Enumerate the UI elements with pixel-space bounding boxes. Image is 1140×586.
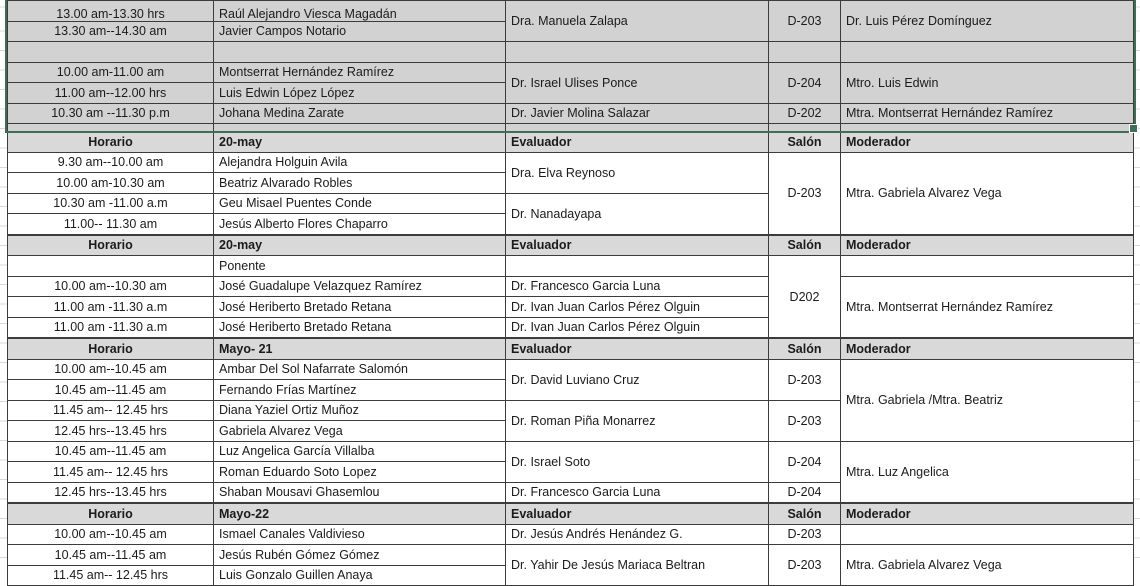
ponente-cell-text: Beatriz Alvarado Robles [219,175,353,190]
ponente-cell-text: Luis Gonzalo Guillen Anaya [219,568,373,583]
horario-header[interactable] [8,235,214,256]
date-header-text: 20-may [219,238,263,253]
ponente-cell-text: Ponente [219,258,266,273]
salon-cell[interactable] [769,441,841,482]
evaluador-cell-text: Dr. Ivan Juan Carlos Pérez Olguin [511,320,700,335]
ponente-cell-text: Shaban Mousavi Ghasemlou [219,485,380,500]
salon-cell-text: D-203 [787,372,822,387]
ponente-cell[interactable] [214,193,506,214]
salon-cell-text: D-202 [787,106,822,121]
selected-range-wrapper [7,0,1134,145]
horario-header[interactable] [8,339,214,360]
ponente-cell-text: Luz Angelica García Villalba [219,444,375,459]
selected-schedule-block [7,0,1134,145]
evaluador-cell-text: Dr. Francesco Garcia Luna [511,279,661,294]
horario-cell-text: 10.45 am--11.45 am [54,547,167,562]
horario-cell[interactable] [8,400,214,421]
ponente-cell[interactable] [214,380,506,401]
salon-cell-text: D-204 [787,75,822,90]
horario-cell[interactable] [8,152,214,173]
horario-cell-text: 10.00 am-10.30 am [56,175,165,190]
evaluador-cell[interactable] [506,297,769,318]
horario-cell[interactable] [8,173,214,194]
evaluador-cell-text: Dr. Roman Piña Monarrez [511,413,656,428]
horario-cell[interactable] [8,193,214,214]
moderador-cell[interactable] [841,1,1134,42]
evaluador-cell[interactable] [506,256,769,277]
ponente-cell[interactable] [214,276,506,297]
ponente-cell-text: José Heriberto Bretado Retana [219,320,392,335]
moderador-header-text: Moderador [846,341,911,356]
salon-cell-text: D-204 [787,454,822,469]
section-header-row [8,504,1134,525]
moderador-cell[interactable] [841,62,1134,103]
date-header-text: 20-may [219,134,263,149]
ponente-cell-text: Gabriela Alvarez Vega [219,423,343,438]
ponente-cell[interactable] [214,545,506,566]
schedule-section-1 [7,131,1134,235]
moderador-header-text: Moderador [846,134,911,149]
horario-cell-text: 12.45 hrs--13.45 hrs [54,423,167,438]
horario-cell[interactable] [8,1,214,22]
evaluador-cell-text: Dr. David Luviano Cruz [511,372,640,387]
horario-cell[interactable] [8,441,214,462]
horario-cell[interactable] [8,21,214,42]
salon-header-text: Salón [787,238,822,253]
evaluador-cell[interactable] [506,42,769,63]
ponente-cell-text: Geu Misael Puentes Conde [219,196,372,211]
horario-cell-text: 11.45 am-- 12.45 hrs [52,403,169,418]
horario-cell-text: 11.45 am-- 12.45 hrs [52,568,169,583]
salon-cell[interactable] [769,256,841,338]
row-gutter [0,0,7,570]
evaluador-cell-text: Dr. Israel Soto [511,454,591,469]
moderador-cell[interactable] [841,256,1134,277]
horario-cell-text: 10.30 am --11.30 p.m [51,106,170,121]
salon-cell-text: D-203 [787,413,822,428]
horario-cell-text: 11.00 am--12.00 hrs [54,85,167,100]
ponente-cell[interactable] [214,21,506,42]
table-row [8,1,1134,22]
ponente-cell[interactable] [214,317,506,338]
ponente-cell[interactable] [214,441,506,462]
salon-header[interactable] [769,235,841,256]
horario-cell[interactable] [8,359,214,380]
moderador-header-text: Moderador [846,238,911,253]
horario-cell[interactable] [8,421,214,442]
horario-cell-text: 11.45 am-- 12.45 hrs [52,464,169,479]
horario-cell[interactable] [8,297,214,318]
evaluador-cell[interactable] [506,152,769,193]
moderador-cell-text: Mtra. Montserrat Hernández Ramírez [846,299,1054,314]
ponente-cell[interactable] [214,1,506,22]
table-row [8,276,1134,297]
evaluador-cell-text: Dra. Elva Reynoso [511,165,616,180]
ponente-cell-text: Roman Eduardo Soto Lopez [219,464,377,479]
evaluador-cell[interactable] [506,524,769,545]
horario-cell[interactable] [8,545,214,566]
evaluador-header[interactable] [506,339,769,360]
salon-cell[interactable] [769,152,841,234]
horario-cell-text: 10.00 am--10.45 am [54,527,167,542]
horario-cell-text: 11.00 am -11.30 a.m [53,299,168,314]
salon-cell[interactable] [769,62,841,103]
moderador-cell[interactable] [841,545,1134,586]
ponente-cell[interactable] [214,83,506,104]
ponente-cell-text: José Heriberto Bretado Retana [219,299,392,314]
horario-header-text: Horario [88,506,133,521]
evaluador-cell[interactable] [506,62,769,103]
ponente-cell-text: Diana Yaziel Ortiz Muñoz [219,403,359,418]
salon-cell[interactable] [769,524,841,545]
ponente-cell-text: Jesús Alberto Flores Chaparro [219,216,388,231]
horario-cell[interactable] [8,103,214,124]
date-header-text: Mayo-22 [219,506,270,521]
schedule-section-2 [7,235,1134,339]
evaluador-cell[interactable] [506,482,769,503]
section-header-row [8,132,1134,153]
date-header[interactable] [214,132,506,153]
evaluador-cell[interactable] [506,545,769,586]
schedule-section-3 [7,338,1134,503]
evaluador-cell-text: Dr. Nanadayapa [511,206,602,221]
date-header[interactable] [214,235,506,256]
date-header[interactable] [214,339,506,360]
ponente-cell-text: Raúl Alejandro Viesca Magadán [219,6,397,21]
date-header-text: Mayo- 21 [219,341,273,356]
ponente-cell[interactable] [214,524,506,545]
ponente-cell[interactable] [214,462,506,483]
right-gridline-strip [1134,0,1140,570]
ponente-cell-text: Johana Medina Zarate [219,106,345,121]
ponente-cell[interactable] [214,297,506,318]
salon-cell[interactable] [769,545,841,586]
ponente-cell-text: Fernando Frías Martínez [219,382,357,397]
ponente-cell-text: Luis Edwin López López [219,85,355,100]
salon-cell-text: D202 [789,289,820,304]
horario-cell-text: 13.30 am--14.30 am [54,24,167,39]
ponente-cell[interactable] [214,359,506,380]
table-row [8,256,1134,277]
evaluador-cell[interactable] [506,317,769,338]
horario-cell-text: 10.00 am--10.45 am [54,362,167,377]
horario-cell[interactable] [8,565,214,586]
moderador-cell-text: Mtra. Gabriela /Mtra. Beatriz [846,393,1003,407]
moderador-header[interactable] [841,339,1134,360]
horario-header-text: Horario [88,134,133,149]
table-row [8,103,1134,124]
horario-cell-text: 10.00 am-11.00 am [56,65,165,80]
ponente-cell-text: José Guadalupe Velazquez Ramírez [219,279,422,294]
evaluador-header-text: Evaluador [511,341,572,356]
salon-cell[interactable] [769,400,841,441]
salon-header-text: Salón [787,506,822,521]
section-header-row [8,339,1134,360]
moderador-cell[interactable] [841,359,1134,441]
date-header[interactable] [214,504,506,525]
salon-cell[interactable] [769,1,841,42]
moderador-cell-text: Dr. Luis Pérez Domínguez [846,14,992,28]
table-row [8,152,1134,173]
moderador-cell[interactable] [841,42,1134,63]
salon-header-text: Salón [787,134,822,149]
ponente-cell-text: Ismael Canales Valdivieso [219,527,365,542]
horario-header[interactable] [8,132,214,153]
horario-cell[interactable] [8,256,214,277]
table-row [8,441,1134,462]
evaluador-cell-text: Dr. Javier Molina Salazar [511,106,650,121]
evaluador-cell[interactable] [506,359,769,400]
salon-header[interactable] [769,339,841,360]
moderador-cell-text: Mtra. Montserrat Hernández Ramírez [846,106,1054,121]
evaluador-header[interactable] [506,235,769,256]
evaluador-cell[interactable] [506,193,769,234]
moderador-cell-text: Mtra. Gabriela Alvarez Vega [846,558,1002,572]
ponente-cell[interactable] [214,152,506,173]
moderador-header[interactable] [841,504,1134,525]
horario-cell-text: 12.45 hrs--13.45 hrs [54,485,167,500]
horario-cell-text: 11.00-- 11.30 am [63,216,158,231]
ponente-cell-text: Alejandra Holguin Avila [219,155,348,170]
horario-cell[interactable] [8,317,214,338]
horario-cell-text: 10.00 am--10.30 am [54,279,167,294]
ponente-cell[interactable] [214,103,506,124]
evaluador-cell-text: Dr. Ivan Juan Carlos Pérez Olguin [511,299,700,314]
salon-cell-text: D-203 [787,14,822,28]
schedule-section-4 [7,503,1134,586]
moderador-cell-text: Mtra. Gabriela Alvarez Vega [846,186,1002,200]
table-row [8,359,1134,380]
evaluador-cell[interactable] [506,276,769,297]
ponente-cell-text: Ambar Del Sol Nafarrate Salomón [219,362,408,377]
selection-fill-handle[interactable] [1129,124,1138,133]
salon-cell[interactable] [769,103,841,124]
ponente-cell[interactable] [214,173,506,194]
horario-cell-text: 10.45 am--11.45 am [54,382,167,397]
moderador-cell[interactable] [841,441,1134,503]
salon-cell-text: D-203 [787,527,822,542]
evaluador-cell[interactable] [506,400,769,441]
evaluador-cell-text: Dr. Jesús Andrés Henández G. [511,527,683,542]
evaluador-header[interactable] [506,132,769,153]
horario-cell-text: 10.30 am -11.00 a.m [53,196,168,211]
salon-cell-text: D-203 [787,186,822,200]
moderador-cell[interactable] [841,103,1134,124]
evaluador-cell[interactable] [506,1,769,42]
horario-header[interactable] [8,504,214,525]
ponente-cell[interactable] [214,214,506,235]
salon-header[interactable] [769,132,841,153]
horario-cell[interactable] [8,524,214,545]
evaluador-cell-text: Dr. Israel Ulises Ponce [511,75,638,90]
salon-cell-text: D-204 [787,485,822,500]
horario-cell-text: 13.00 am-13.30 hrs [56,6,165,21]
moderador-cell-text: Mtra. Luz Angelica [846,464,949,479]
horario-cell[interactable] [8,214,214,235]
moderador-cell-text: Mtro. Luis Edwin [846,75,939,90]
horario-cell[interactable] [8,462,214,483]
evaluador-cell-text: Dr. Yahir De Jesús Mariaca Beltran [511,558,706,572]
evaluador-header[interactable] [506,504,769,525]
salon-header-text: Salón [787,341,822,356]
salon-header[interactable] [769,504,841,525]
table-row [8,62,1134,83]
schedule-sections [7,131,1134,586]
horario-cell-text: 9.30 am--10.00 am [57,155,164,170]
horario-cell[interactable] [8,482,214,503]
salon-cell-text: D-203 [787,558,822,572]
section-header-row [8,235,1134,256]
evaluador-cell-text: Dr. Francesco Garcia Luna [511,485,661,500]
ponente-cell[interactable] [214,421,506,442]
ponente-cell[interactable] [214,482,506,503]
moderador-header-text: Moderador [846,506,911,521]
ponente-cell-text: Montserrat Hernández Ramírez [219,65,395,80]
evaluador-cell[interactable] [506,441,769,482]
horario-header-text: Horario [88,341,133,356]
horario-cell[interactable] [8,83,214,104]
ponente-cell[interactable] [214,256,506,277]
salon-cell[interactable] [769,42,841,63]
evaluador-header-text: Evaluador [511,134,572,149]
ponente-cell-text: Javier Campos Notario [219,24,347,39]
horario-cell[interactable] [8,276,214,297]
table-row [8,545,1134,566]
salon-cell[interactable] [769,482,841,503]
ponente-cell[interactable] [214,565,506,586]
salon-cell[interactable] [769,359,841,400]
moderador-cell[interactable] [841,524,1134,545]
evaluador-header-text: Evaluador [511,506,572,521]
table-row [8,524,1134,545]
ponente-cell[interactable] [214,400,506,421]
horario-header-text: Horario [88,238,133,253]
evaluador-cell[interactable] [506,103,769,124]
evaluador-header-text: Evaluador [511,238,572,253]
horario-cell[interactable] [8,62,214,83]
horario-cell[interactable] [8,380,214,401]
moderador-header[interactable] [841,132,1134,153]
table-row [8,42,1134,63]
moderador-header[interactable] [841,235,1134,256]
moderador-cell[interactable] [841,152,1134,234]
ponente-cell-text: Jesús Rubén Gómez Gómez [219,547,380,562]
evaluador-cell-text: Dra. Manuela Zalapa [511,14,628,28]
ponente-cell[interactable] [214,42,506,63]
moderador-cell[interactable] [841,276,1134,338]
horario-cell-text: 10.45 am--11.45 am [54,444,167,459]
horario-cell-text: 11.00 am -11.30 a.m [53,320,168,335]
ponente-cell[interactable] [214,62,506,83]
horario-cell[interactable] [8,42,214,63]
